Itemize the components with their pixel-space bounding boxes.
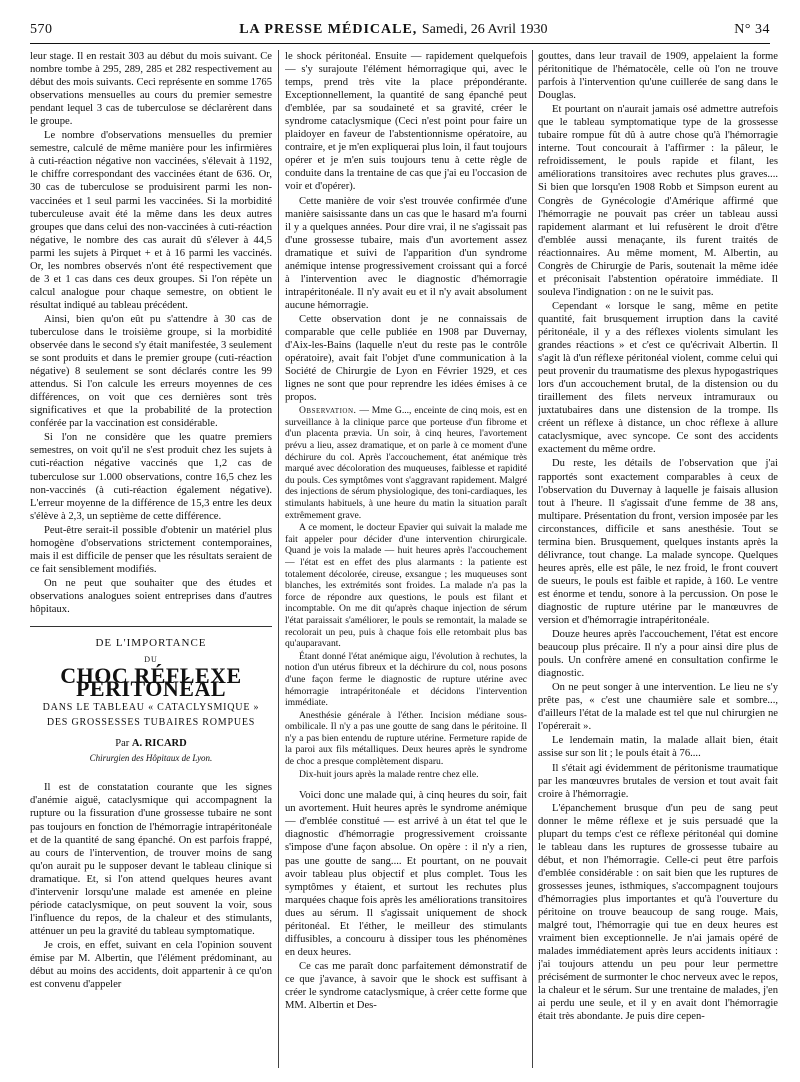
spacer [285,781,527,789]
observation-paragraph: Étant donné l'état anémique aigu, l'évolution à rechutes, la notion d'un utérus fibreux et la déchirure du col, nous posons d'une façon ferme le diagnostic de rupture utérine avec hémorragie intrapéritonéale et décidons l'intervention immédiate. [285,650,527,709]
journal-title [239,22,547,38]
paragraph: L'épanchement brusque d'un peu de sang peut donner le même réflexe et je suis persuadé que la plupart du temps c'est ce réflexe péritonéal qui domine le tableau dans les ruptures de grossesse tubaire au début, et non l'hémorragie. Celle-ci peut être parfois d'emblée considérable : on sait bien que les ruptures de grossesses jeunes, isthmiques, s'accompagnent toujours d'hémorragies plus importantes et qu'à l'ouverture du péritoine on trouve beaucoup de sang rouge. Mais, malgré tout, l'hémorragie qui tue en deux heures est vraiment bien exceptionnelle. Je n'ai jamais opéré de malades immédiatement après leurs accidents initiaux : j'ai toujours attendu un peu pour leur permettre précisément de surmonter le choc nerveux avec le repos, la chaleur et le sérum. Sur une trentaine de malades, j'en ai perdu une seule, et il y en avait dont l'hémorragie était très abondante. Je puis dire cepen- [538,802,778,1023]
article-kicker: DE L'IMPORTANCE [95,637,207,650]
page-header [30,22,770,42]
author-name: A. RICARD [131,738,187,750]
paragraph: Du reste, les détails de l'observation que j'ai rapportés sont exactement comparables à ceux de l'observation du Duvernay à laquelle je faisais allusion tout à l'heure. Il s'agissait d'une femme de 38 ans, multipare. Présentation du front, version imposée par les circonstances, difficile et sans anesthésie. Tout se termina bien. Brusquement, quelques instants après la délivrance, tout change. La malade syncope. Quelques heures après, elle est pâle, le nez froid, le front couvert de sueurs, le pouls est faible et rapide, à 160. Le ventre est énorme et tendu, sonore à la percussion. On pose le diagnostic de rupture utérine par le manœuvres de version et d'hémorragie intrapéritonéale. [538,458,778,627]
paragraph: Il est de constatation courante que les signes d'anémie aiguë, cataclysmique qui accompagnent la rupture ou la fissuration d'une grossesse tubaire ne sont pas toujours en fonction de l'hémorragie intrapéritonéale et de la quantité de sang épanché. On est parfois frappé, au cours de l'intervention, de trouver moins de sang qu'on aurait pu le supposer devant le tableau clinique si dramatique. Et, si l'on attend quelques heures avant d'intervenir lorsqu'une malade est amenée en pleine période cataclysmique, on peut souvent la voir, sous l'influence du repos, de la chaleur et des stimulants, atténuer un peu la gravité du tableau symptomatique. [30,782,272,937]
observation-paragraph [285,405,527,521]
paragraph: leur stage. Il en restait 303 au début du mois suivant. Ce nombre tombe à 295, 289, 285 et 282 respectivement au début des mois suivants. Ceci représente en somme 1765 observations mensuelles au cours du premier semestre pendant lequel 3 cas de tuberculose se déclarèrent dans le groupe. [30,51,272,128]
column-2 [285,50,527,1068]
paragraph: Cependant « lorsque le sang, même en petite quantité, fait brusquement irruption dans la cavité péritonéale, il y a des réflexes violents simulant les grandes réactions » et c'est ce qu'écrivait Albertin. Il s'agit là d'un réflexe péritonéal violent, comme celui qui peut provenir du traumatisme des plexus hypogastriques lors d'un accouchement brutal, de la distension ou du tiraillement des filets nerveux intramuraux ou juxtatubaires dans une distension de la trompe. Ils créent un réflexe à distance, un choc réflexe à allure cataclysmique, avec syncope. Ce sont des accidents exactement du même ordre. [538,300,778,456]
paragraph: Ainsi, bien qu'on eût pu s'attendre à 30 cas de tuberculose dans le troisième groupe, si la morbidité observée dans le second s'y était manifestée, 3 seulement se sont produits et dans le premier groupe (cuti-réaction négative) 8 seulement se sont déclarés contre les 99 attendus. Si l'on calcule les erreurs moyennes de ces différences, on voit que ces dernières sont très significatives et que la probabilité de la protection conférée par la vaccination est considérable. [30,313,272,430]
paragraph: Ce cas me paraît donc parfaitement démonstratif de ce que j'avance, à savoir que le shock est suffisant à créer le syndrome cataclysmique, à créer cette forme que MM. Albertin et Des- [285,960,527,1012]
article-subtitle-1: DANS LE TABLEAU « CATACLYSMIQUE » [42,702,260,714]
header-rule [30,43,770,44]
article-subtitle-2: DES GROSSESSES TUBAIRES ROMPUES [46,717,256,729]
byline-prefix: Par [115,738,130,750]
author-affiliation: Chirurgien des Hôpitaux de Lyon. [89,753,213,764]
paragraph: Voici donc une malade qui, à cinq heures du soir, fait un avortement. Huit heures après le syndrome anémique — d'emblée constitué — est arrivé à un état tel que le diagnostic d'hémorragie progressivement croissante s'impose d'une façon absolue. On opère : il n'y a rien, pas une goutte de sang.... Et pourtant, on ne pouvait avoir tableau plus objectif et plus complet. Tous les symptômes y étaient, et surtout les rechutes plus marquées chaque fois après les améliorations transitoires dues au sérum. Il s'agissait uniquement de shock péritonéal. Et l'éther, le meilleur des stimulants diffusibles, a concouru à dissiper tous les phénomènes en deux heures. [285,790,527,958]
column-divider [532,50,533,1068]
issue-number: N° 34 [734,22,770,37]
paragraph: Cette manière de voir s'est trouvée confirmée d'une manière saisissante dans un cas que le hasard m'a fourni il y a quelques années. Pour dire vrai, il ne s'agissait pas d'une grossesse tubaire, mais d'un avortement assez dramatique et suivi de l'apparition d'un syndrome anémique intense progressivement croissant qui a forcé à l'intervention avec le diagnostic d'hémorragie intrapéritonéale. Il n'y avait eu et il n'y avait absolument aucune hémorragie. [285,195,527,311]
paragraph: Le nombre d'observations mensuelles du premier semestre, calculé de même manière pour les infirmières à cuti-réaction négative non vaccinées, s'élevait à 1192, le chiffre correspondant des vaccinées étant de 636. Or, 30 cas de tuberculose se produisirent parmi les non-vaccinées et 1 seul parmi les vaccinées. Si la morbidité tuberculeuse avait été la même dans les deux autres groupes que dans celui des non-vaccinées à cuti-réaction négative, le nombre des cas aurait dû s'élever à 44,5 parmi les sujets à Pirquet + et à 16 parmi les vaccinés. Or, les nombres observés n'ont été respectivement que de 3 et 1 cas dans ces deux groupes. Si l'on répète un calcul analogue pour chaque semestre, on obtient le résultat indiqué au tableau précédent. [30,130,272,311]
column-1 [30,50,272,1068]
article-heading [30,626,272,765]
paragraph: Le lendemain matin, la malade allait bien, était assise sur son lit ; le pouls était à 76.... [538,735,778,760]
page-number: 570 [30,22,53,37]
paragraph: On ne peut songer à une intervention. Le lieu ne s'y prête pas, « c'est une chaumière sale et sombre..., d'ailleurs l'état de la malade est tel que nul chirurgien ne l'opérerait ». [538,682,778,733]
paragraph: Douze heures après l'accouchement, l'état est encore beaucoup plus précaire. Il n'y a pour ainsi dire plus de pouls. Un confrère amené en consultation confirme le diagnostic. [538,629,778,680]
paragraph: Cette observation dont je ne connaissais de comparable que celle publiée en 1908 par Duvernay, d'Aix-les-Bains (laquelle n'eut du reste pas le contrôle opératoire), avait fait l'objet d'une communication à la Société de Chirurgie de Lyon en Février 1929, et ces lignes ne sont que pour reprendre les idées émises à ce propos. [285,313,527,404]
paragraph: Peut-être serait-il possible d'obtenir un matériel plus homogène d'observations strictement contemporaines, mais il est difficile de penser que les résultats seraient de ce fait sensiblement modifiés. [30,524,272,575]
paragraph: Il s'était agi évidemment de péritonisme traumatique par les manœuvres brutales de version et tout avait fait croire à l'hémorragie. [538,762,778,800]
paragraph: le shock péritonéal. Ensuite — rapidement quelquefois — s'y surajoute l'élément hémorragique qui, avec le temps, prend très vite la place prépondérante. Exceptionnellement, la quantité de sang épanché peut d'emblée, par sa soudaineté et sa gravité, créer le syndrome cataclysmique (Ceci n'est point pour faire un plaidoyer en faveur de l'abstentionnisme opératoire, au contraire, et je m'en expliquerai plus loin, il faut toujours opérer et je m'en suis toujours tenu à cette règle de conduite dans la trentaine de cas que j'ai eu l'occasion de voir et d'opérer). [285,51,527,193]
paragraph: gouttes, dans leur travail de 1909, appelaient la forme péritonitique de l'hématocèle, celle où l'on ne trouve parfois à l'intervention qu'une cuillerée de sang dans le Douglas. [538,51,778,102]
paragraph: Je crois, en effet, suivant en cela l'opinion souvent émise par M. Albertin, que l'élément prédominant, au début au moins des accidents, doit appartenir à ce qu'on est convenu d'appeler [30,939,272,991]
column-3 [538,50,778,1068]
byline [30,737,272,750]
paragraph: Et pourtant on n'aurait jamais osé admettre autrefois que le tableau symptomatique type de la grossesse tubaire rompue fût dû à autre chose qu'à l'hémorragie interne. Tout concourait à l'affirmer : la pâleur, le refroidissement, le pouls rapide et filant, les améliorations transitoires avec rechutes plus graves.... Si bien que lorsqu'en 1908 Robb et Simpson eurent au Congrès de Gynécologie d'Amérique affirmé que l'hémorragie ne pouvait pas créer un tableau aussi rapidement alarmant et lui refusèrent le droit d'être d'emblée aussi menaçante, ils furent traités de réactionnaires. Au même moment, M. Albertin, au Congrès de Chirurgie de Paris, soutenait la même idée et préconisait l'abstention opératoire immédiate. Il souleva l'indignation : on ne le suivit pas. [538,104,778,298]
observation-paragraph: Anesthésie générale à l'éther. Incision médiane sous-ombilicale. Il n'y a pas une goutte de sang dans le péritoine. Il n'y a pas bien entendu de rupture utérine. Fermeture rapide de la paroi aux fils métalliques. Deux heures après le syndrome de choc a presque complètement disparu. [285,709,527,768]
article-du: DU [144,655,158,665]
issue-date: Samedi, 26 Avril 1930 [421,22,548,37]
paragraph: Si l'on ne considère que les quatre premiers semestres, on voit qu'il ne s'est produit chez les sujets à cuti-réaction négative vaccinés que 1,2 cas de tuberculose sur 1.000 observations, contre 16,5 chez les non-vaccinés (à cuti-réaction également négative). L'erreur moyenne de la différence de 15,3 entre les deux s'élève à 2,3, un septième de cette différence. [30,432,272,522]
paragraph: On ne peut que souhaiter que des études et observations analogues soient entreprises dans d'autres hôpitaux. [30,577,272,615]
journal-name: LA PRESSE MÉDICALE, [239,22,418,37]
observation-label: Observation. [299,405,357,417]
article-headline: CHOC RÉFLEXE PÉRITONÉAL [60,663,242,702]
observation-paragraph: Dix-huit jours après la malade rentre chez elle. [299,768,479,780]
observation-paragraph: A ce moment, le docteur Epavier qui suivait la malade me fait appeler pour décider d'une intervention chirurgicale. Quand je vois la malade — huit heures après l'accouchement — l'état est en effet des plus alarmants : la patiente est totalement décolorée, cireuse, exsangue ; les muqueuses sont blanches, les extrémités sont froides. La malade n'a pas la force de répondre aux questions, le pouls est filant et incomptable. On me dit qu'après chaque injection de sérum l'état paraissait s'améliorer, le pouls se remontait, la malade se recolorait un peu, puis à chaque fois elle retombait plus bas qu'auparavant. [285,522,527,650]
observation-text: — Mme G..., enceinte de cinq mois, est en surveillance à la clinique parce que porteuse d'un fibrome et d'un placenta prævia. Un soir, à cinq heures, l'avortement prévu a lieu, assez dramatique, et on parle à ce moment d'une déchirure du col. Après l'accouchement, état anémique très marqué avec décoloration des muqueuses, faiblesse et rapidité du pouls. Ces symptômes vont s'aggravant rapidement. Malgré des injections de sérum physiologique, des toni-cardiaques, les stimulants habituels, à une heure du matin la situation paraît extrêmement grave. [285,405,527,521]
column-divider [278,50,279,1068]
